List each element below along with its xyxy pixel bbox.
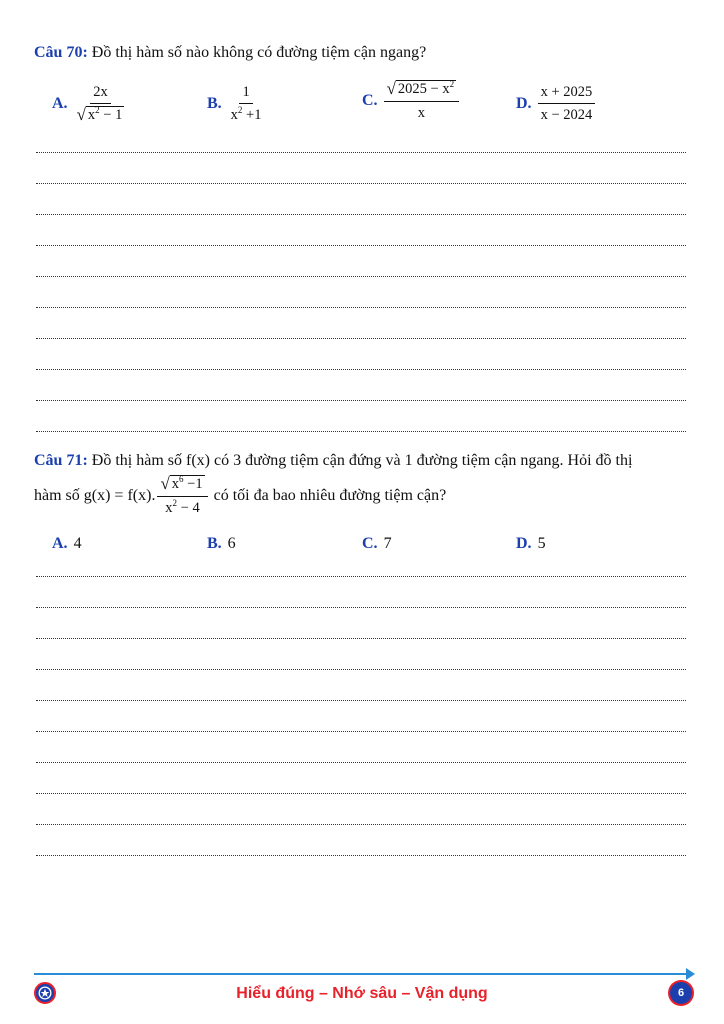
q71-den-base: x xyxy=(165,500,173,516)
question-71-line1: Đồ thị hàm số f(x) có 3 đường tiệm cận đứng và 1 đường tiệm cận ngang. Hỏi đồ thị xyxy=(91,452,633,469)
q70-b-den-tail: +1 xyxy=(242,107,262,123)
q71-option-b-label: B. xyxy=(207,535,222,552)
q71-fraction-denominator xyxy=(162,497,202,517)
q70-option-b[interactable] xyxy=(207,83,264,124)
q71-option-c-value: 7 xyxy=(383,535,392,552)
q70-a-numerator: 2x xyxy=(90,83,111,104)
question-70-label: Câu 70: xyxy=(34,44,88,61)
answer-line[interactable] xyxy=(36,607,686,608)
q70-c-radicand-exp: 2 xyxy=(449,79,455,89)
q70-option-b-fraction xyxy=(228,83,265,124)
answer-line[interactable] xyxy=(36,400,686,401)
page-number-badge: 6 xyxy=(670,982,692,1004)
question-71 xyxy=(34,452,632,470)
q70-b-den-base: x xyxy=(230,107,238,123)
q70-d-denominator: x − 2024 xyxy=(540,107,593,123)
q71-radicand-tail: −1 xyxy=(183,476,203,492)
answer-line[interactable] xyxy=(36,276,686,277)
q70-c-numerator xyxy=(384,80,460,102)
q70-d-numerator: x + 2025 xyxy=(538,83,596,104)
q71-option-a-value: 4 xyxy=(73,535,82,552)
q70-b-numerator: 1 xyxy=(239,83,252,104)
answer-line[interactable] xyxy=(36,431,686,432)
q71-option-c-label: C. xyxy=(362,535,378,552)
q70-option-a[interactable] xyxy=(52,83,127,125)
sqrt-icon: √ $2025 - x^2$ xyxy=(386,79,455,98)
answer-line[interactable] xyxy=(36,214,686,215)
answer-line[interactable] xyxy=(36,338,686,339)
q71-option-d-value: 5 xyxy=(537,535,546,552)
q70-a-radicand-exp: 2 xyxy=(95,105,100,115)
q71-option-a[interactable] xyxy=(52,535,82,553)
question-71-line2-pre: hàm số g(x) = f(x). xyxy=(34,487,156,504)
answer-line[interactable] xyxy=(36,245,686,246)
q70-a-radicand-base: x xyxy=(87,107,96,123)
q70-a-radicand-tail: − 1 xyxy=(99,107,123,123)
q71-fraction-numerator xyxy=(157,475,207,497)
question-70 xyxy=(34,44,426,62)
answer-line[interactable] xyxy=(36,183,686,184)
q70-option-d-label: D. xyxy=(516,94,532,112)
footer-slogan: Hiểu đúng – Nhớ sâu – Vận dụng xyxy=(236,985,488,1002)
q70-b-denominator xyxy=(228,104,265,124)
sqrt-icon: √ $x^2 - 1$ xyxy=(76,105,123,124)
q70-option-a-label: A. xyxy=(52,95,68,112)
question-71-line2-post: có tối đa bao nhiêu đường tiệm cận? xyxy=(213,487,447,504)
answer-line[interactable] xyxy=(36,700,686,701)
answer-line[interactable] xyxy=(36,638,686,639)
q71-radicand-exp: 6 xyxy=(179,474,184,484)
question-70-text: Đồ thị hàm số nào không có đường tiệm cận ngang? xyxy=(91,44,427,61)
q71-radicand-base: x xyxy=(171,476,180,492)
answer-line[interactable] xyxy=(36,307,686,308)
sqrt-icon: √ $x^6 -1$ xyxy=(160,474,203,493)
answer-line[interactable] xyxy=(36,152,686,153)
answer-line[interactable] xyxy=(36,762,686,763)
footer-divider xyxy=(34,973,688,975)
q71-option-d-label: D. xyxy=(516,535,532,552)
q70-option-b-label: B. xyxy=(207,94,222,112)
answer-line[interactable] xyxy=(36,793,686,794)
q71-option-b-value: 6 xyxy=(227,535,236,552)
q70-option-a-fraction xyxy=(74,83,128,125)
q70-option-d-fraction xyxy=(538,83,596,124)
answer-line[interactable] xyxy=(36,855,686,856)
q70-option-c-label: C. xyxy=(362,92,378,109)
question-71-fraction xyxy=(157,475,207,517)
answer-line[interactable] xyxy=(36,731,686,732)
question-71-line2 xyxy=(34,475,446,517)
q71-option-d[interactable] xyxy=(516,535,546,553)
answer-line[interactable] xyxy=(36,669,686,670)
q70-c-radicand-base: 2025 − x xyxy=(397,81,450,97)
q70-a-denominator xyxy=(74,104,128,125)
arrow-right-icon xyxy=(686,968,695,980)
q71-den-tail: − 4 xyxy=(177,500,200,516)
q70-c-denominator: x xyxy=(417,105,425,121)
q71-den-exp: 2 xyxy=(172,498,178,508)
answer-line[interactable] xyxy=(36,369,686,370)
q70-option-c-fraction xyxy=(384,80,460,122)
q71-option-b[interactable] xyxy=(207,535,236,553)
q70-option-d[interactable] xyxy=(516,83,595,124)
question-71-label: Câu 71: xyxy=(34,452,88,469)
q70-b-den-exp: 2 xyxy=(237,105,243,115)
answer-line[interactable] xyxy=(36,576,686,577)
q70-option-c[interactable] xyxy=(362,80,459,122)
q71-option-a-label: A. xyxy=(52,535,68,552)
q71-option-c[interactable] xyxy=(362,535,392,553)
answer-line[interactable] xyxy=(36,824,686,825)
